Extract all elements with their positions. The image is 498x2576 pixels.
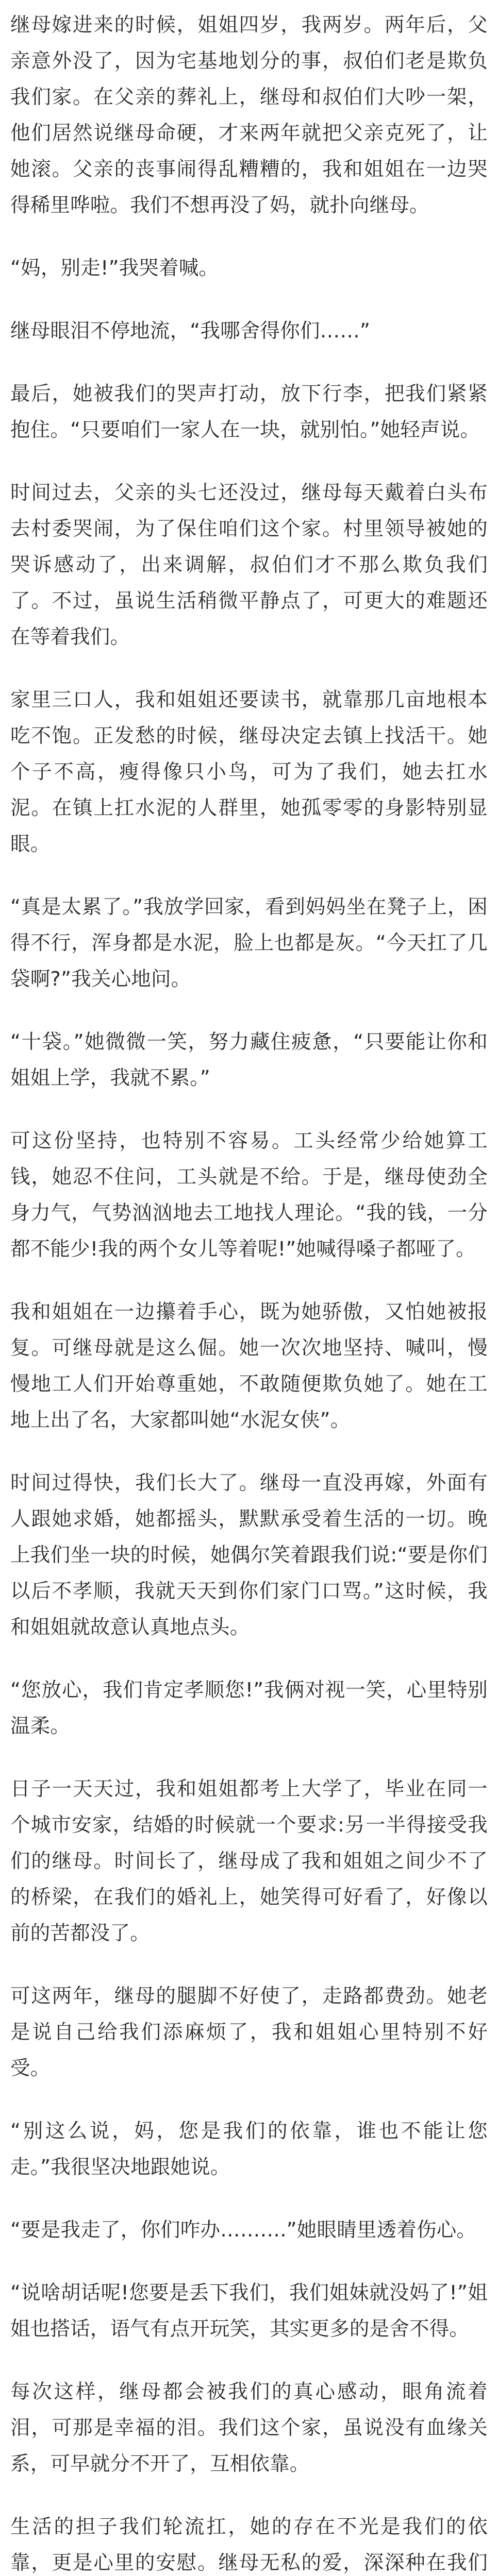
paragraph-2: “妈，别走!”我哭着喊。 [10,257,219,280]
paragraph-1: 继母嫁进来的时候，姐姐四岁，我两岁。两年后，父亲意外没了，因为宅基地划分的事，叔伯们老是欺负我们家。在父亲的葬礼上，继母和叔伯们大吵一架，他们居然说继母命硬，才来两年就把父亲克死了，让她滚。父亲的丧事闹得乱糟糟的，我和姐姐在一边哭得稀里哗啦。我们不想再没了妈，就扑向继母。 [10,13,488,217]
paragraph-15: “别这么说，妈，您是我们的依靠，谁也不能让您走。”我很坚决地跟她说。 [10,2120,488,2179]
paragraph-5: 时间过去，父亲的头七还没过，继母每天戴着白头布去村委哭闹，为了保住咱们这个家。村里领导被她的哭诉感动了，出来调解，叔伯们才不那么欺负我们了。不过，虽说生活稍微平静点了，可更大的难题还在等着我们。 [10,481,488,649]
paragraph-3: 继母眼泪不停地流，“我哪舍得你们……” [10,319,371,343]
paragraph-13: 日子一天天过，我和姐姐都考上大学了，毕业在同一个城市安家，结婚的时候就一个要求:另一半得接受我们的继母。时间长了，继母成了我和姐姐之间少不了的桥梁，在我们的婚礼上，她笑得可好看了，好像以前的苦都没了。 [10,1777,488,1945]
paragraph-14: 可这两年，继母的腿脚不好使了，走路都费劲。她老是说自己给我们添麻烦了，我和姐姐心里特别不好受。 [10,1985,488,2080]
paragraph-11: 时间过得快，我们长大了。继母一直没再嫁，外面有人跟她求婚，她都摇头，默默承受着生活的一切。晚上我们坐一块的时候，她偶尔笑着跟我们说:“要是你们以后不孝顺，我就天天到你们家门口骂。”这时候，我和姐姐就故意认真地点头。 [10,1471,488,1639]
paragraph-6: 家里三口人，我和姐姐还要读书，就靠那几亩地根本吃不饱。正发愁的时候，继母决定去镇上找活干。她个子不高，瘦得像只小鸟，可为了我们，她去扛水泥。在镇上扛水泥的人群里，她孤零零的身影特别显眼。 [10,688,488,856]
paragraph-12: “您放心，我们肯定孝顺您!”我俩对视一笑，心里特别温柔。 [10,1679,488,1738]
paragraph-8: “十袋。”她微微一笑，努力藏住疲惫，“只要能让你和姐姐上学，我就不累。” [10,1030,488,1090]
paragraph-19: 生活的担子我们轮流扛，她的存在不光是我们的依靠，更是心里的安慰。继母无私的爱，深深种在我们 [10,2515,488,2574]
paragraph-4: 最后，她被我们的哭声打动，放下行李，把我们紧紧抱住。“只要咱们一家人在一块，就别怕。”她轻声说。 [10,382,488,442]
paragraph-10: 我和姐姐在一边攥着手心，既为她骄傲，又怕她被报复。可继母就是这么倔。她一次次地坚持、喊叫，慢慢地工人们开始尊重她，不敢随便欺负她了。她在工地上出了名，大家都叫她“水泥女侠”。 [10,1300,488,1432]
paragraph-16: “要是我走了，你们咋办……….”她眼睛里透着伤心。 [10,2218,477,2242]
paragraph-7: “真是太累了。”我放学回家，看到妈妈坐在凳子上，困得不行，浑身都是水泥，脸上也都是灰。“今天扛了几袋啊?”我关心地问。 [10,895,488,991]
paragraph-18: 每次这样，继母都会被我们的真心感动，眼角流着泪，可那是幸福的泪。我们这个家，虽说没有血缘关系，可早就分不开了，互相依靠。 [10,2380,488,2476]
paragraph-17: “说啥胡话呢!您要是丢下我们，我们姐妹就没妈了!”姐姐也搭话，语气有点开玩笑，其实更多的是舍不得。 [10,2281,488,2341]
paragraph-9: 可这份坚持，也特别不容易。工头经常少给她算工钱，她忍不住问，工头就是不给。于是，继母使劲全身力气，气势汹汹地去工地找人理论。“我的钱，一分都不能少!我的两个女儿等着呢!”她喊得嗓子都哑了。 [10,1129,488,1261]
